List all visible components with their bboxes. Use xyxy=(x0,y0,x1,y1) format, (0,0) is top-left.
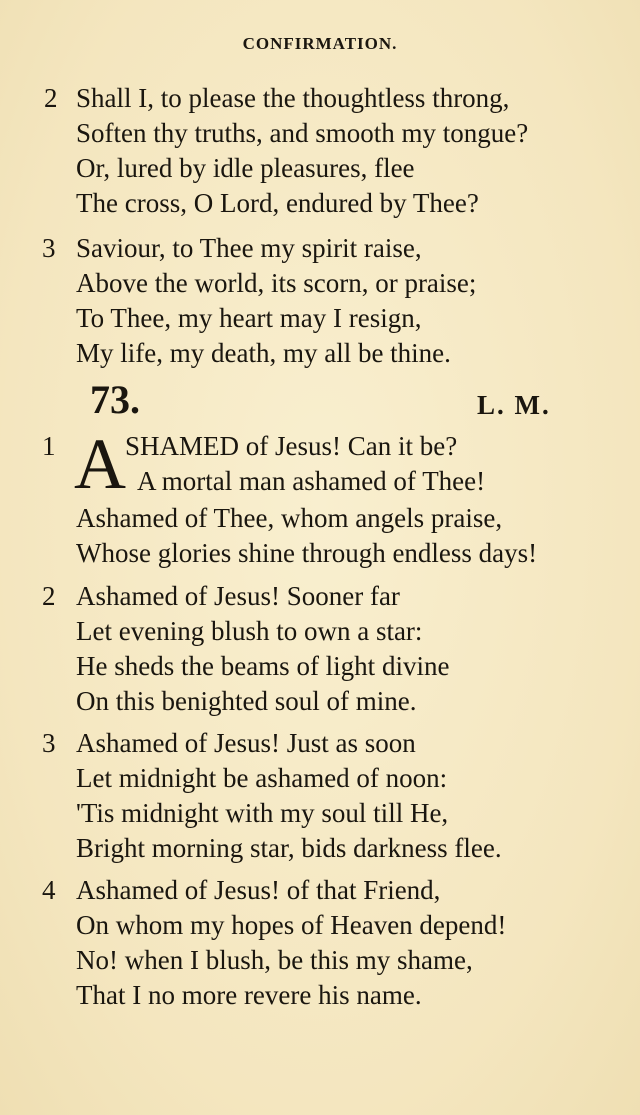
verse-line: Saviour, to Thee my spirit raise, xyxy=(76,233,422,263)
hymn-meter: L. M. xyxy=(477,390,551,420)
verse-line: Whose glories shine through endless days! xyxy=(76,538,538,568)
stanza-number: 4 xyxy=(42,875,56,905)
verse-line: Ashamed of Jesus! of that Friend, xyxy=(76,875,441,905)
running-head: CONFIRMATION. xyxy=(242,34,398,53)
verse-line: Ashamed of Jesus! Just as soon xyxy=(76,728,416,758)
verse-line: No! when I blush, be this my shame, xyxy=(76,945,473,975)
verse-line: Let midnight be ashamed of noon: xyxy=(76,763,448,793)
verse-line: To Thee, my heart may I resign, xyxy=(76,303,422,333)
verse-line: On whom my hopes of Heaven depend! xyxy=(76,910,507,940)
verse-line: Ashamed of Jesus! Sooner far xyxy=(76,581,400,611)
verse-line: Let evening blush to own a star: xyxy=(76,616,423,646)
verse-line: On this benighted soul of mine. xyxy=(76,686,417,716)
verse-line: SHAMED of Jesus! Can it be? xyxy=(125,431,458,461)
stanza-number: 2 xyxy=(44,83,58,113)
verse-line: 'Tis midnight with my soul till He, xyxy=(76,798,449,828)
drop-cap: A xyxy=(74,424,126,504)
verse-line: Bright morning star, bids darkness flee. xyxy=(76,833,502,863)
verse-line: That I no more revere his name. xyxy=(76,980,422,1010)
stanza-number: 3 xyxy=(42,728,56,758)
verse-line: The cross, O Lord, endured by Thee? xyxy=(76,188,479,218)
verse-line: Shall I, to please the thoughtless throng, xyxy=(76,83,510,113)
hymn-number: 73. xyxy=(90,377,140,422)
verse-line: A mortal man ashamed of Thee! xyxy=(137,466,486,496)
stanza-number: 1 xyxy=(42,431,56,461)
verse-line: Or, lured by idle pleasures, flee xyxy=(76,153,415,183)
verse-line: Soften thy truths, and smooth my tongue? xyxy=(76,118,529,148)
verse-line: My life, my death, my all be thine. xyxy=(76,338,451,368)
verse-line: Above the world, its scorn, or praise; xyxy=(76,268,477,298)
verse-line: Ashamed of Thee, whom angels praise, xyxy=(76,503,503,533)
stanza-number: 2 xyxy=(42,581,56,611)
verse-line: He sheds the beams of light divine xyxy=(76,651,450,681)
stanza-number: 3 xyxy=(42,233,56,263)
